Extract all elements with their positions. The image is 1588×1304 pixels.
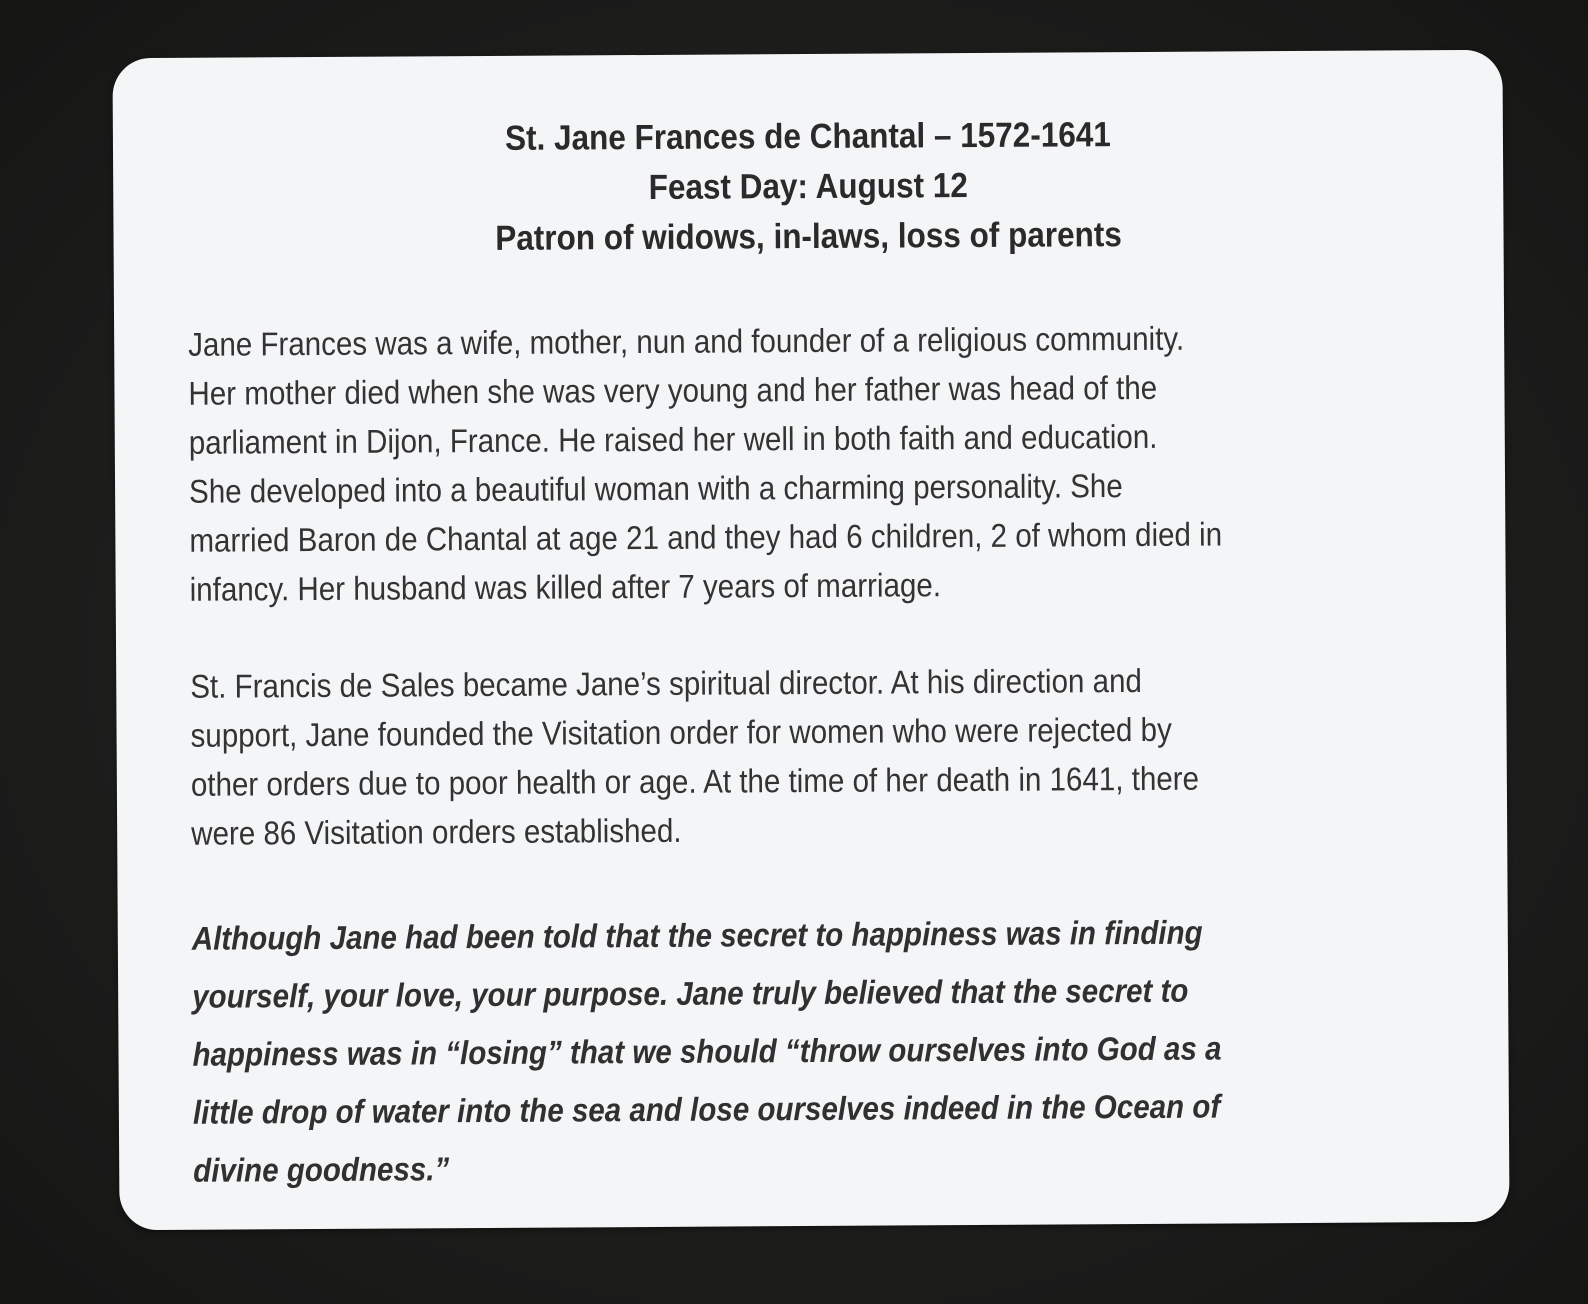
text-line: other orders due to poor health or age. At the time of her death in 1641, there — [190, 759, 1200, 803]
visitation-order-paragraph — [190, 655, 1337, 858]
quote-paragraph — [192, 903, 1339, 1200]
text-line: yourself, your love, your purpose. Jane truly believed that the secret to — [192, 971, 1189, 1015]
text-line: Jane Frances was a wife, mother, nun and founder of a religious community. — [188, 319, 1185, 363]
text-line: little drop of water into the sea and lose ourselves indeed in the Ocean of — [192, 1087, 1221, 1131]
biography-paragraph — [188, 313, 1335, 614]
patronage: Patron of widows, in-laws, loss of parents — [495, 215, 1122, 258]
text-line: married Baron de Chantal at age 21 and they had 6 children, 2 of whom died in — [189, 515, 1223, 559]
info-card — [112, 50, 1509, 1230]
saint-title: St. Jane Frances de Chantal – 1572-1641 — [504, 115, 1111, 158]
text-line: support, Jane founded the Visitation order for women who were rejected by — [190, 710, 1172, 754]
text-line: infancy. Her husband was killed after 7 years of marriage. — [189, 566, 942, 608]
text-line: happiness was in “losing” that we should “throw ourselves into God as a — [192, 1029, 1222, 1073]
text-line: divine goodness.” — [193, 1150, 450, 1189]
text-line: were 86 Visitation orders established. — [191, 811, 682, 852]
text-line: St. Francis de Sales became Jane’s spiritual director. At his direction and — [190, 661, 1143, 705]
text-line: She developed into a beautiful woman with a charming personality. She — [188, 467, 1123, 510]
text-line: Her mother died when she was very young and her father was head of the — [188, 368, 1158, 412]
text-line: parliament in Dijon, France. He raised her well in both faith and education. — [188, 417, 1158, 461]
card-heading — [113, 108, 1504, 266]
feast-day: Feast Day: August 12 — [648, 166, 968, 207]
text-line: Although Jane had been told that the secret to happiness was in finding — [191, 913, 1203, 957]
